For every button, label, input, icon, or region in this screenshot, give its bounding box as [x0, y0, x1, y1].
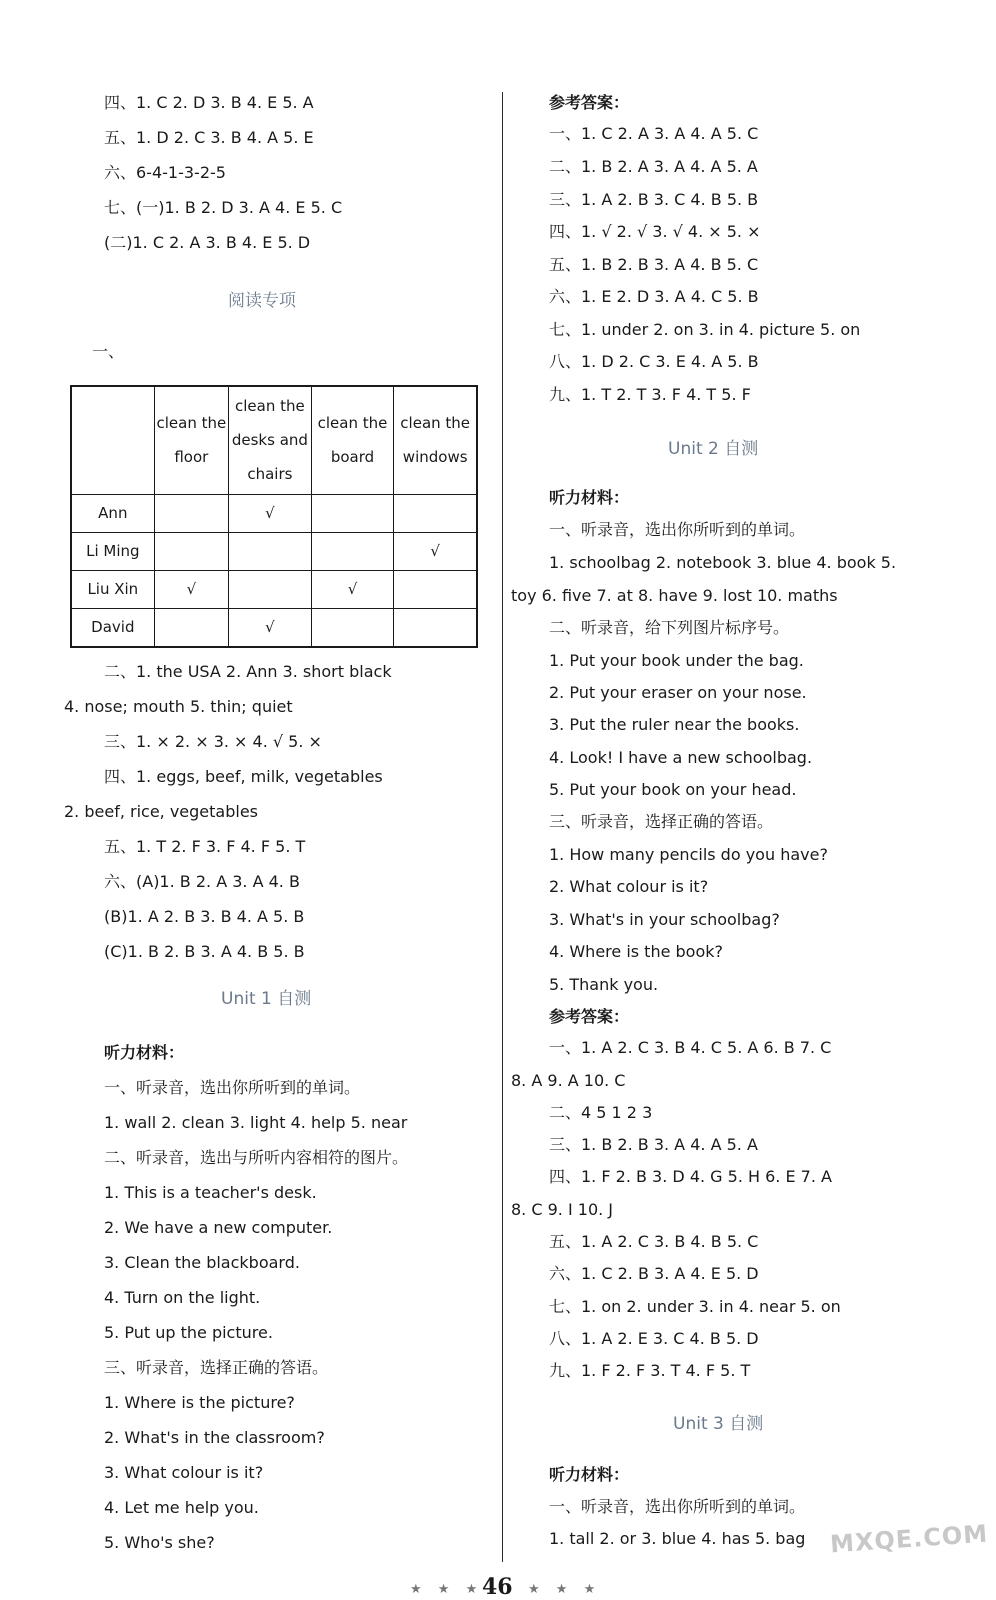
listening-line: 3. Clean the blackboard.	[104, 1253, 300, 1272]
check-cell	[311, 532, 394, 570]
listening-line: 1. schoolbag 2. notebook 3. blue 4. book 5.	[549, 553, 897, 572]
answer-line: 六、(A)1. B 2. A 3. A 4. B	[104, 872, 300, 891]
answer-line: 三、1. B 2. B 3. A 4. A 5. A	[549, 1135, 758, 1154]
row-name: Liu Xin	[71, 570, 154, 608]
listening-label: 听力材料：	[549, 1465, 630, 1484]
check-cell	[311, 608, 394, 647]
check-cell	[394, 494, 477, 532]
answer-line: (C)1. B 2. B 3. A 4. B 5. B	[104, 942, 305, 961]
listening-line: 二、听录音，选出与所听内容相符的图片。	[104, 1148, 409, 1167]
listening-line: 三、听录音，选择正确的答语。	[104, 1358, 329, 1377]
listening-line: 4. Let me help you.	[104, 1498, 259, 1517]
listening-line: 1. tall 2. or 3. blue 4. has 5. bag	[549, 1529, 806, 1548]
check-cell	[154, 532, 228, 570]
answer-line: 七、1. under 2. on 3. in 4. picture 5. on	[549, 320, 861, 339]
check-cell	[154, 608, 228, 647]
answer-line: 五、1. B 2. B 3. A 4. B 5. C	[549, 255, 759, 274]
check-cell: √	[154, 570, 228, 608]
answer-line: 五、1. A 2. C 3. B 4. B 5. C	[549, 1232, 759, 1251]
listening-line: 三、听录音，选择正确的答语。	[549, 812, 774, 831]
listening-line: 二、听录音，给下列图片标序号。	[549, 618, 790, 637]
answer-line: 六、1. C 2. B 3. A 4. E 5. D	[549, 1264, 759, 1283]
answer-line: 八、1. A 2. E 3. C 4. B 5. D	[549, 1329, 759, 1348]
listening-line: 1. Where is the picture?	[104, 1393, 295, 1412]
check-cell	[394, 570, 477, 608]
answer-line: 三、1. × 2. × 3. × 4. √ 5. ×	[104, 732, 322, 751]
header-cell: clean the desks and chairs	[229, 386, 312, 494]
chores-table	[70, 385, 478, 648]
answer-line: 4. nose; mouth 5. thin; quiet	[64, 697, 293, 716]
listening-line: 3. What colour is it?	[104, 1463, 264, 1482]
answer-line: (B)1. A 2. B 3. B 4. A 5. B	[104, 907, 305, 926]
answers-label: 参考答案：	[549, 93, 630, 112]
answer-line: 四、1. C 2. D 3. B 4. E 5. A	[104, 93, 314, 112]
row-name: Li Ming	[71, 532, 154, 570]
unit2-title: Unit 2 自测	[668, 439, 759, 459]
listening-line: 2. What's in the classroom?	[104, 1428, 325, 1447]
header-cell	[71, 386, 154, 494]
listening-line: 4. Where is the book?	[549, 942, 724, 961]
answer-line: 三、1. A 2. B 3. C 4. B 5. B	[549, 190, 759, 209]
listening-line: 一、听录音，选出你所听到的单词。	[549, 1497, 806, 1516]
listening-line: 3. What's in your schoolbag?	[549, 910, 780, 929]
row-name: David	[71, 608, 154, 647]
answer-line: 七、(一)1. B 2. D 3. A 4. E 5. C	[104, 198, 343, 217]
answer-line: 四、1. F 2. B 3. D 4. G 5. H 6. E 7. A	[549, 1167, 832, 1186]
listening-line: 2. What colour is it?	[549, 877, 709, 896]
reading-section-title: 阅读专项	[228, 291, 296, 311]
listening-line: 1. wall 2. clean 3. light 4. help 5. near	[104, 1113, 408, 1132]
listening-line: 一、听录音，选出你所听到的单词。	[104, 1078, 361, 1097]
table-header-row	[71, 386, 477, 494]
answer-line: 六、6-4-1-3-2-5	[104, 163, 226, 182]
column-divider	[502, 92, 503, 1562]
check-cell: √	[229, 494, 312, 532]
listening-line: 5. Who's she?	[104, 1533, 215, 1552]
listening-line: toy 6. five 7. at 8. have 9. lost 10. maths	[511, 586, 838, 605]
listening-line: 1. Put your book under the bag.	[549, 651, 804, 670]
answer-line: 四、1. eggs, beef, milk, vegetables	[104, 767, 383, 786]
table-row	[71, 608, 477, 647]
listening-label: 听力材料：	[549, 488, 630, 507]
answer-line: 九、1. T 2. T 3. F 4. T 5. F	[549, 385, 751, 404]
header-cell: clean the windows	[394, 386, 477, 494]
check-cell	[229, 532, 312, 570]
page-number: 46	[482, 1574, 513, 1600]
table-row	[71, 532, 477, 570]
answer-line: 六、1. E 2. D 3. A 4. C 5. B	[549, 287, 759, 306]
table-row	[71, 494, 477, 532]
listening-line: 4. Look! I have a new schoolbag.	[549, 748, 813, 767]
check-cell	[229, 570, 312, 608]
listening-line: 1. How many pencils do you have?	[549, 845, 828, 864]
answer-line: 2. beef, rice, vegetables	[64, 802, 259, 821]
listening-line: 5. Thank you.	[549, 975, 659, 994]
answer-line: 一、1. A 2. C 3. B 4. C 5. A 6. B 7. C	[549, 1038, 832, 1057]
check-cell: √	[229, 608, 312, 647]
answer-line: 四、1. √ 2. √ 3. √ 4. × 5. ×	[549, 222, 761, 241]
header-cell: clean the floor	[154, 386, 228, 494]
answer-line: 二、1. B 2. A 3. A 4. A 5. A	[549, 157, 758, 176]
section-number: 一、	[92, 342, 125, 361]
answer-line: 七、1. on 2. under 3. in 4. near 5. on	[549, 1297, 841, 1316]
header-cell: clean the board	[311, 386, 394, 494]
listening-label: 听力材料：	[104, 1043, 185, 1062]
answers-label: 参考答案：	[549, 1007, 630, 1026]
answer-line: 九、1. F 2. F 3. T 4. F 5. T	[549, 1361, 751, 1380]
answer-line: 8. C 9. I 10. J	[511, 1200, 614, 1219]
check-cell: √	[311, 570, 394, 608]
answer-line: 五、1. D 2. C 3. B 4. A 5. E	[104, 128, 314, 147]
footer-stars-left: ★ ★ ★	[410, 1582, 484, 1597]
check-cell: √	[394, 532, 477, 570]
answer-line: 二、1. the USA 2. Ann 3. short black	[104, 662, 392, 681]
answer-line: 8. A 9. A 10. C	[511, 1071, 626, 1090]
listening-line: 4. Turn on the light.	[104, 1288, 261, 1307]
listening-line: 5. Put up the picture.	[104, 1323, 273, 1342]
listening-line: 5. Put your book on your head.	[549, 780, 797, 799]
answer-line: 二、4 5 1 2 3	[549, 1103, 653, 1122]
watermark-logo: MXQE.COM	[829, 1519, 989, 1559]
row-name: Ann	[71, 494, 154, 532]
check-cell	[311, 494, 394, 532]
listening-line: 2. Put your eraser on your nose.	[549, 683, 807, 702]
answer-line: 八、1. D 2. C 3. E 4. A 5. B	[549, 352, 759, 371]
listening-line: 一、听录音，选出你所听到的单词。	[549, 520, 806, 539]
answer-line: 一、1. C 2. A 3. A 4. A 5. C	[549, 124, 759, 143]
listening-line: 2. We have a new computer.	[104, 1218, 333, 1237]
answer-line: (二)1. C 2. A 3. B 4. E 5. D	[104, 233, 311, 252]
table-row	[71, 570, 477, 608]
unit1-title: Unit 1 自测	[221, 989, 312, 1009]
check-cell	[394, 608, 477, 647]
answer-line: 五、1. T 2. F 3. F 4. F 5. T	[104, 837, 306, 856]
listening-line: 1. This is a teacher's desk.	[104, 1183, 317, 1202]
listening-line: 3. Put the ruler near the books.	[549, 715, 800, 734]
footer-stars-right: ★ ★ ★	[528, 1582, 602, 1597]
unit3-title: Unit 3 自测	[673, 1414, 764, 1434]
check-cell	[154, 494, 228, 532]
